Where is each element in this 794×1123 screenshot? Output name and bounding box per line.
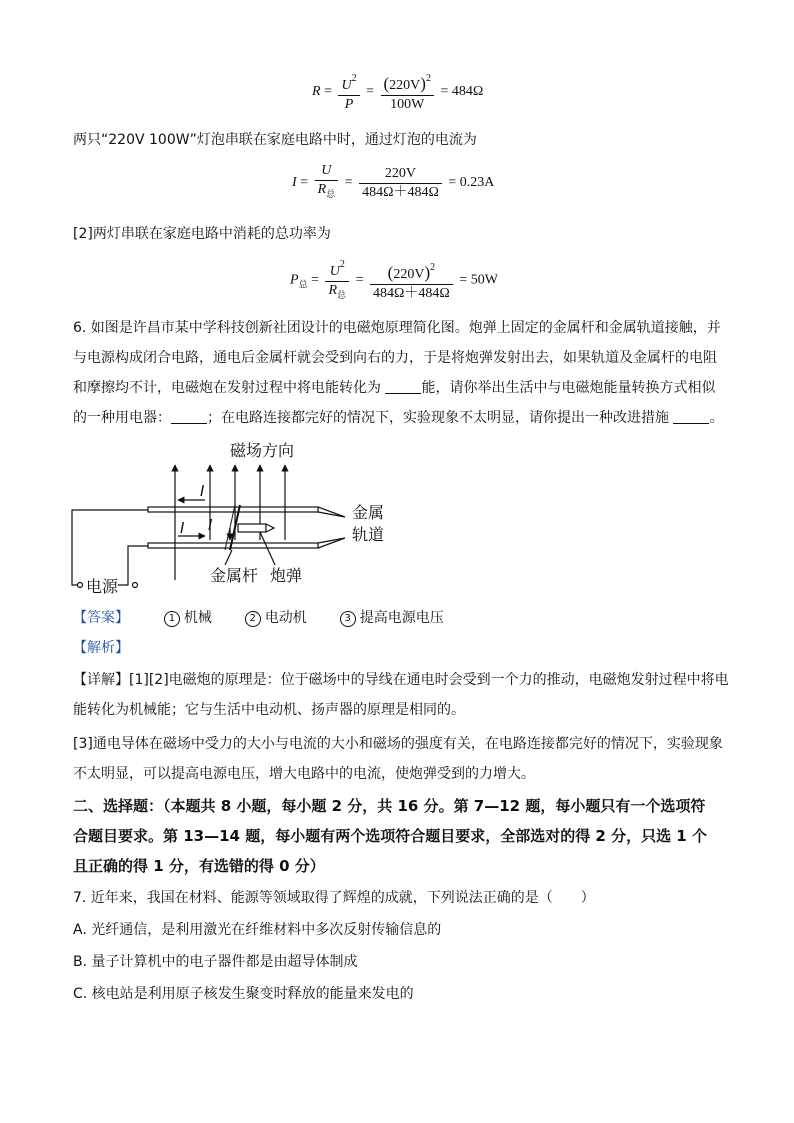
eq1-fraction-2: $\frac{(220V)^2}{100W}$	[381, 70, 434, 114]
section2-line-2: 合题目要求。第 13—14 题，每小题有两个选项符合题目要求，全部选对的得 2 分，只选 1 个	[73, 827, 707, 845]
detail-line-3: [3]通电导体在磁场中受力的大小与电流的大小和磁场的强度有关，在电路连接都完好的情况下，实验现象	[73, 736, 723, 752]
detail-line-1: 【详解】[1][2]电磁炮的原理是：位于磁场中的导线在通电时会受到一个力的推动，电磁炮发射过程中将电	[73, 672, 729, 688]
label-shell: 炮弹	[270, 566, 303, 585]
eq2-result: 0.23A	[459, 175, 495, 191]
label-rod: 金属杆	[210, 566, 259, 585]
eq1-fraction-1: $\frac{U^2}{P}$	[338, 70, 359, 114]
rod-leader	[225, 550, 232, 565]
eq2-fraction-2: $\frac{220V}{484\Omega+484\Omega}$	[359, 165, 442, 202]
terminal-right	[133, 583, 138, 588]
label-rail: 金属	[352, 503, 385, 522]
eq2-fraction-1: $\frac{U}{R_总}$	[315, 162, 339, 204]
q7-stem: 7. 近年来，我国在材料、能源等领域取得了辉煌的成就，下列说法正确的是（ ）	[73, 890, 595, 906]
section2-line-3: 且正确的得 1 分，有选错的得 0 分）	[73, 857, 325, 875]
label-magnetic-field: 磁场方向	[230, 441, 295, 460]
eq3-fraction-2: $\frac{(220V)^2}{484\Omega+484\Omega}$	[370, 259, 453, 303]
label-current-rod: I	[208, 516, 213, 534]
eq3-result: 50W	[470, 272, 498, 288]
terminal-left	[78, 583, 83, 588]
eq1-result: 484Ω	[451, 84, 484, 100]
blank-3[interactable]	[673, 409, 709, 424]
label-current-top: I	[200, 482, 205, 500]
line-series-current: 两只“220V 100W”灯泡串联在家庭电路中时，通过灯泡的电流为	[73, 132, 477, 148]
eq1-lhs: R	[312, 84, 321, 100]
label-current-bottom: I	[180, 519, 185, 537]
q7-option-a[interactable]: A. 光纤通信，是利用激光在纤维材料中多次反射传输信息的	[73, 922, 442, 938]
analysis-label: 【解析】	[73, 640, 129, 656]
section2-line-1: 二、选择题：（本题共 8 小题，每小题 2 分，共 16 分。第 7—12 题，每小题只有一个选项符	[73, 797, 706, 815]
shell-tip	[266, 524, 274, 532]
q6-line-2: 与电源构成闭合电路，通电后金属杆就会受到向右的力，于是将炮弹发射出去，如果轨道及金属杆的电阻	[73, 350, 717, 366]
lower-rail	[148, 543, 318, 548]
eq3-fraction-1: $\frac{U^2}{R_总}$	[325, 256, 349, 305]
circuit-wire-left	[72, 510, 148, 585]
circuit-wire-right	[118, 546, 148, 585]
blank-2[interactable]	[171, 409, 207, 424]
q6-line-3: 和摩擦均不计，电磁炮在发射过程中将电能转化为 能，请你举出生活中与电磁炮能量转换方式相似	[73, 380, 716, 396]
line-total-power: [2]两灯串联在家庭电路中消耗的总功率为	[73, 226, 331, 242]
equation-resistance: R = $\frac{U^2}{P}$ = $\frac{(220V)^2}{100W}$ = 484Ω	[312, 70, 483, 114]
railgun-diagram	[60, 440, 400, 600]
rail-tip-bottom	[318, 538, 345, 548]
answer-line: 【答案】 1 机械 2 电动机 3 提高电源电压	[73, 610, 444, 626]
shell	[238, 524, 266, 532]
label-rail-2: 轨道	[352, 525, 385, 544]
q6-line-4: 的一种用电器： ；在电路连接都完好的情况下，实验现象不太明显，请你提出一种改进措施 。	[73, 410, 724, 426]
equation-power: $P_总$ = $\frac{U^2}{R_总}$ = $\frac{(220V)^2}{484\Omega+484\Omega}$ = 50W	[290, 256, 498, 305]
detail-line-2: 能转化为机械能；它与生活中电动机、扬声器的原理是相同的。	[73, 702, 465, 718]
upper-rail	[148, 507, 318, 512]
equation-current: I = $\frac{U}{R_总}$ = $\frac{220V}{484\Omega+484\Omega}$ = 0.23A	[292, 162, 494, 204]
q7-option-c[interactable]: C. 核电站是利用原子核发生聚变时释放的能量来发电的	[73, 986, 414, 1002]
q6-line-1: 6. 如图是许昌市某中学科技创新社团设计的电磁炮原理简化图。炮弹上固定的金属杆和金属轨道接触，并	[73, 320, 721, 336]
detail-line-4: 不太明显，可以提高电源电压，增大电路中的电流，使炮弹受到的力增大。	[73, 766, 535, 782]
q7-option-b[interactable]: B. 量子计算机中的电子器件都是由超导体制成	[73, 954, 358, 970]
label-power: 电源	[86, 577, 119, 596]
blank-1[interactable]	[385, 379, 421, 394]
rail-tip-top	[318, 507, 345, 517]
